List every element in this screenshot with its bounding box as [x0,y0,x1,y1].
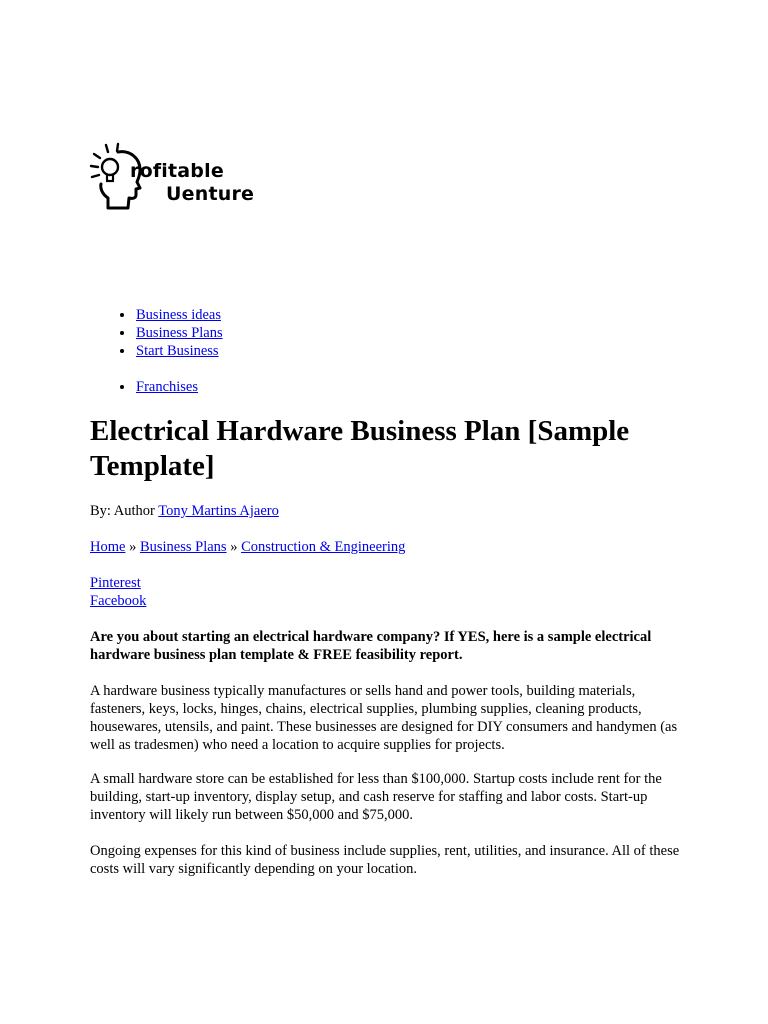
nav-link-business-ideas[interactable]: Business ideas [136,307,221,323]
breadcrumb-business-plans[interactable]: Business Plans [139,539,227,555]
share-facebook-link[interactable]: Facebook [90,593,147,609]
nav-item-start-business [135,342,223,360]
site-logo[interactable] [88,142,288,216]
nav-item-business-ideas [135,306,223,324]
breadcrumb-construction-engineering[interactable]: Construction & Engineering [241,539,406,555]
share-links [90,574,146,610]
logo-text-line-2: Uenture [166,183,255,205]
logo-text-line-1: rofitable [130,160,224,182]
primary-nav [90,306,223,360]
nav-item-business-plans [135,324,223,342]
byline [90,502,279,520]
page-title: Electrical Hardware Business Plan [Sample Template] [90,415,630,482]
article-paragraph-1: A hardware business typically manufactures or sells hand and power tools, building materials, fasteners, keys, locks, hinges, chains, electrical supplies, plumbing supplies, cleaning products, housewares, utensils, and paint. These businesses are designed for DIY consumers and handymen (as well as tradesmen) who need a location to acquire supplies for projects. [90,683,678,753]
breadcrumb [90,538,405,556]
breadcrumb-home[interactable]: Home [90,539,126,555]
nav-link-franchises[interactable]: Franchises [136,379,199,395]
breadcrumb-separator: » [125,539,140,555]
article-paragraph-3: Ongoing expenses for this kind of business include supplies, rent, utilities, and insurance. All of these costs will vary significantly depending on your location. [90,843,680,877]
byline-prefix: By: Author [90,503,155,519]
breadcrumb-separator: » [226,539,242,555]
article-paragraph-2: A small hardware store can be established for less than $100,000. Startup costs include rent for the building, start-up inventory, display setup, and cash reserve for staffing and labor costs. Start-up inventory will likely run between $50,000 and $75,000. [90,771,662,823]
nav-item-franchises [135,378,198,396]
author-link[interactable]: Tony Martins Ajaero [158,503,279,519]
nav-link-start-business[interactable]: Start Business [136,343,219,359]
secondary-nav [90,378,198,396]
nav-link-business-plans[interactable]: Business Plans [136,325,223,341]
article-intro: Are you about starting an electrical hardware company? If YES, here is a sample electrical hardware business plan template & FREE feasibility report. [90,629,652,663]
share-pinterest-link[interactable]: Pinterest [90,575,141,591]
